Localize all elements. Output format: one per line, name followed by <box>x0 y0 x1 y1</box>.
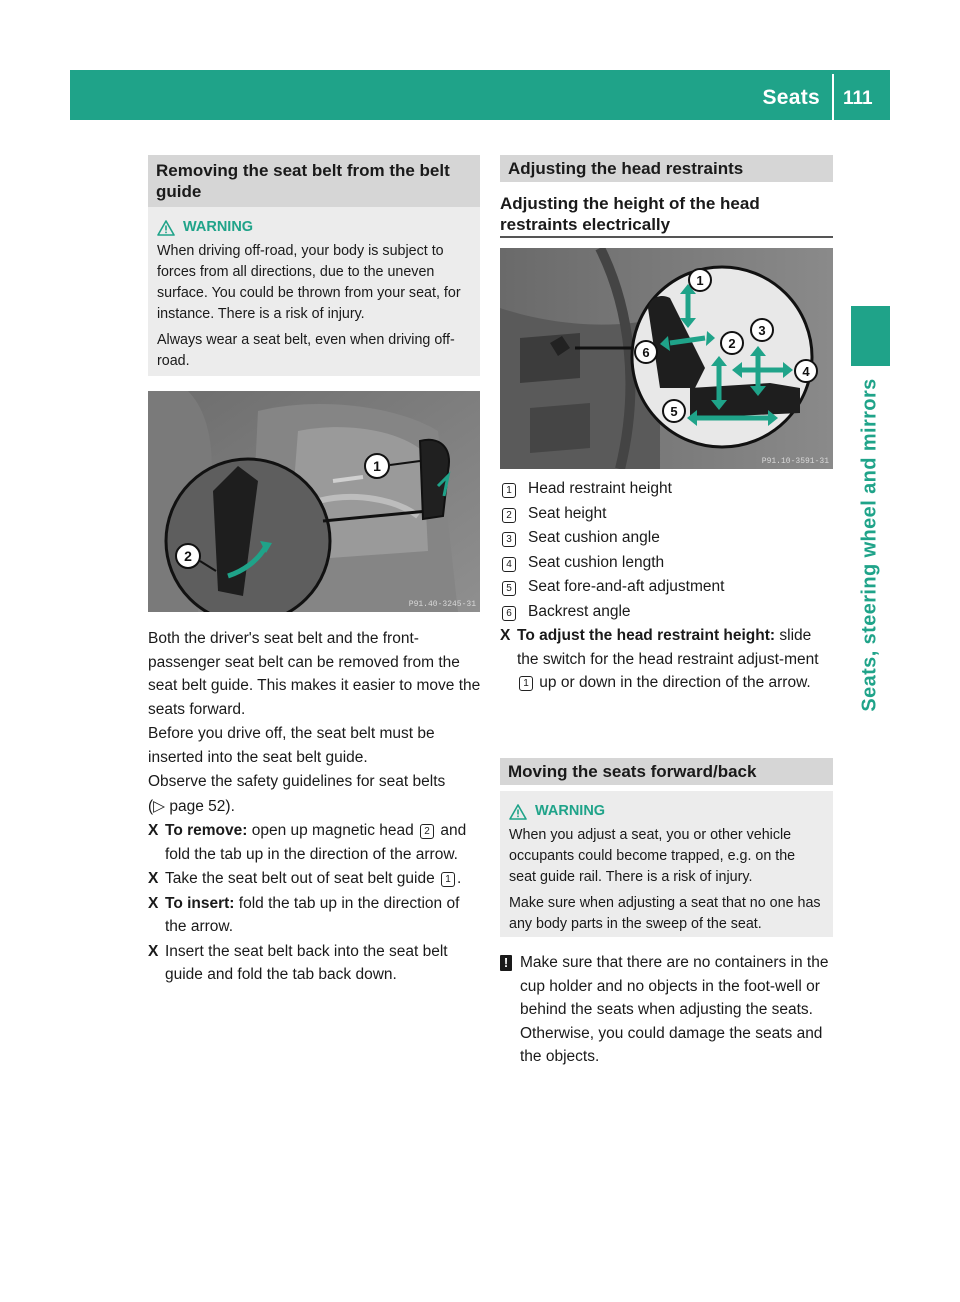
chapter-side-label: Seats, steering wheel and mirrors <box>858 378 881 712</box>
notice-block <box>500 951 835 1070</box>
legend-item: 3 Seat cushion angle <box>500 526 835 550</box>
warning-title <box>157 217 472 238</box>
callout-ref: 6 <box>502 606 516 621</box>
warning-title <box>509 801 825 822</box>
seat-adjustment-controls-illustration <box>500 248 833 469</box>
svg-text:2: 2 <box>728 336 736 351</box>
page-number: 111 <box>843 88 873 109</box>
paragraph: Both the driver's seat belt and the front-passenger seat belt can be removed from the seat belt guide. This makes it easier to move the seats forward. <box>148 630 481 718</box>
step-marker-icon: X <box>500 627 511 644</box>
instruction-step: X Take the seat belt out of seat belt guide 1 . <box>148 867 482 891</box>
material-damage-notice: ! Make sure that there are no containers in the cup holder and no objects in the foot-well or behind the seats when adjusting the seats. Otherwise, you could damage the seats and the objects. <box>500 951 835 1069</box>
callout-ref: 1 <box>519 676 533 691</box>
section-heading-remove-belt: Removing the seat belt from the belt guide <box>148 155 480 207</box>
legend-item: 5 Seat fore-and-aft adjustment <box>500 575 835 599</box>
warning-text: Always wear a seat belt, even when driving off-road. <box>157 332 455 369</box>
callout-ref: 5 <box>502 581 516 596</box>
callout-ref: 3 <box>502 532 516 547</box>
legend-item: 2 Seat height <box>500 502 835 526</box>
warning-box-seat-trap <box>500 791 833 937</box>
image-code: P91.10-3591-31 <box>761 457 829 466</box>
image-code: P91.40-3245-31 <box>408 600 476 609</box>
subheading-rule <box>500 236 833 238</box>
warning-text: When you adjust a seat, you or other vehicle occupants could become trapped, e.g. on the seat guide rail. There is a risk of injury. <box>509 827 796 885</box>
page-reference: (▷ page 52). <box>148 797 235 815</box>
legend-item: 4 Seat cushion length <box>500 551 835 575</box>
callout-ref: 4 <box>502 557 516 572</box>
step-marker-icon: X <box>148 942 159 960</box>
warning-triangle-icon <box>509 804 527 820</box>
warning-label: WARNING <box>535 803 606 819</box>
section-heading-move-seats: Moving the seats forward/back <box>500 758 833 785</box>
step-marker-icon: X <box>148 822 159 839</box>
callout-ref: 2 <box>420 824 434 839</box>
exclamation-icon: ! <box>500 955 512 971</box>
right-body-text <box>500 477 835 696</box>
step-marker-icon: X <box>148 894 159 912</box>
svg-text:1: 1 <box>373 458 381 474</box>
legend-item: 6 Backrest angle <box>500 600 835 624</box>
warning-label: WARNING <box>183 219 254 235</box>
warning-text: Make sure when adjusting a seat that no one has any body parts in the sweep of the seat. <box>509 895 821 932</box>
instruction-step: X To adjust the head restraint height: slide the switch for the head restraint adjust-ment 1 up or down in the direction of the arrow. <box>500 624 835 695</box>
warning-triangle-icon <box>157 220 175 236</box>
svg-text:3: 3 <box>758 323 766 338</box>
svg-text:1: 1 <box>696 273 704 288</box>
warning-text: When driving off-road, your body is subject to forces from all directions, due to the uneven surface. You could be thrown from your seat, for instance. There is a risk of injury. <box>157 243 461 322</box>
svg-text:5: 5 <box>670 404 678 419</box>
paragraph: Observe the safety guidelines for seat belts <box>148 773 446 790</box>
header-separator <box>832 74 834 120</box>
section-heading-head-restraints: Adjusting the head restraints <box>500 155 833 182</box>
instruction-step: X Insert the seat belt back into the seat belt guide and fold the tab back down. <box>148 940 482 987</box>
subheading-electric-height: Adjusting the height of the head restraints electrically <box>500 194 760 234</box>
svg-text:6: 6 <box>642 345 650 360</box>
svg-text:2: 2 <box>184 548 192 564</box>
left-body-text <box>148 627 482 988</box>
legend-item: 1 Head restraint height <box>500 477 835 501</box>
step-marker-icon: X <box>148 870 159 887</box>
instruction-step: X To insert: fold the tab up in the direction of the arrow. <box>148 892 482 939</box>
warning-box-offroad <box>148 207 480 376</box>
callout-ref: 1 <box>441 872 455 887</box>
header-title: Seats <box>762 86 820 109</box>
chapter-tab-marker <box>851 306 890 366</box>
paragraph: Before you drive off, the seat belt must be inserted into the seat belt guide. <box>148 725 435 766</box>
callout-ref: 2 <box>502 508 516 523</box>
callout-ref: 1 <box>502 483 516 498</box>
seat-belt-guide-illustration <box>148 391 480 612</box>
instruction-step: X To remove: open up magnetic head 2 and fold the tab up in the direction of the arrow. <box>148 819 482 866</box>
svg-text:4: 4 <box>802 364 810 379</box>
